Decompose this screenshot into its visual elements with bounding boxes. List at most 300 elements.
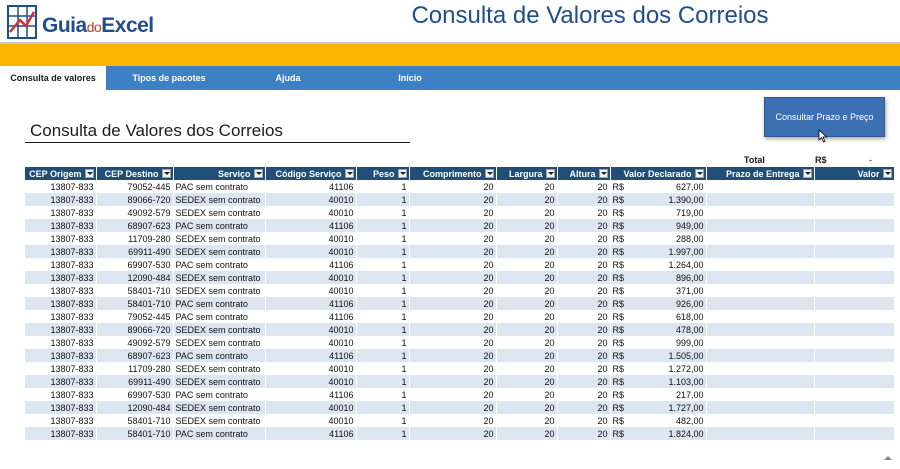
- table-cell-valor[interactable]: [814, 414, 894, 427]
- currency-symbol: R$: [612, 402, 625, 413]
- table-cell-valor-declarado[interactable]: [610, 388, 706, 401]
- table-row: [25, 336, 894, 349]
- table-cell[interactable]: SEDEX sem contrato: [173, 271, 265, 284]
- filter-dropdown-icon[interactable]: [85, 169, 94, 178]
- currency-value: [613, 234, 704, 244]
- currency-value: [613, 273, 704, 283]
- table-cell-valor[interactable]: [814, 258, 894, 271]
- table-cell-prazo[interactable]: [706, 401, 814, 414]
- table-cell-prazo[interactable]: [706, 245, 814, 258]
- table-body: [25, 180, 894, 440]
- subtitle-underline: [25, 142, 410, 143]
- table-cell[interactable]: 1: [356, 219, 409, 232]
- column-header[interactable]: [610, 167, 706, 180]
- table-cell[interactable]: 49092-579: [96, 336, 173, 349]
- table-cell[interactable]: 20: [557, 284, 610, 297]
- table-cell[interactable]: 20: [496, 206, 557, 219]
- table-cell[interactable]: 20: [557, 297, 610, 310]
- table-cell-valor-declarado[interactable]: [610, 219, 706, 232]
- table-cell[interactable]: 79052-445: [96, 310, 173, 323]
- table-cell-valor[interactable]: [814, 284, 894, 297]
- currency-value: [613, 286, 704, 296]
- table-cell[interactable]: 1: [356, 427, 409, 440]
- table-cell[interactable]: 49092-579: [96, 206, 173, 219]
- table-cell[interactable]: PAC sem contrato: [173, 388, 265, 401]
- table-cell[interactable]: 1: [356, 180, 409, 193]
- currency-value: [613, 195, 704, 205]
- table-cell[interactable]: 13807-833: [25, 180, 96, 193]
- table-cell[interactable]: 58401-710: [96, 414, 173, 427]
- table-cell[interactable]: 13807-833: [25, 401, 96, 414]
- table-cell-prazo[interactable]: [706, 414, 814, 427]
- filter-dropdown-icon[interactable]: [485, 169, 494, 178]
- table-cell-prazo[interactable]: [706, 297, 814, 310]
- table-cell-valor[interactable]: [814, 362, 894, 375]
- table-cell-valor-declarado[interactable]: [610, 232, 706, 245]
- table-cell-valor-declarado[interactable]: [610, 323, 706, 336]
- table-cell[interactable]: 1: [356, 388, 409, 401]
- currency-amount: 1.997,00: [668, 246, 704, 257]
- table-cell[interactable]: 1: [356, 349, 409, 362]
- table-cell[interactable]: 1: [356, 401, 409, 414]
- table-cell[interactable]: 20: [557, 414, 610, 427]
- table-cell-prazo[interactable]: [706, 180, 814, 193]
- table-cell-prazo[interactable]: [706, 427, 814, 440]
- table-cell[interactable]: 20: [496, 349, 557, 362]
- table-row: [25, 349, 894, 362]
- filter-dropdown-icon[interactable]: [254, 169, 263, 178]
- table-cell[interactable]: 20: [557, 336, 610, 349]
- table-cell[interactable]: SEDEX sem contrato: [173, 232, 265, 245]
- table-cell[interactable]: 20: [557, 180, 610, 193]
- table-cell[interactable]: PAC sem contrato: [173, 297, 265, 310]
- table-cell[interactable]: 13807-833: [25, 206, 96, 219]
- table-cell[interactable]: PAC sem contrato: [173, 258, 265, 271]
- total-currency: R$: [815, 155, 827, 165]
- table-row: [25, 323, 894, 336]
- table-cell[interactable]: 20: [409, 232, 496, 245]
- table-cell-valor[interactable]: [814, 310, 894, 323]
- filter-dropdown-icon[interactable]: [162, 169, 171, 178]
- table-cell[interactable]: 20: [496, 284, 557, 297]
- table-cell[interactable]: 20: [496, 323, 557, 336]
- table-cell[interactable]: 1: [356, 232, 409, 245]
- table-cell[interactable]: SEDEX sem contrato: [173, 375, 265, 388]
- table-cell[interactable]: 1: [356, 323, 409, 336]
- table-cell[interactable]: 20: [409, 310, 496, 323]
- currency-amount: 896,00: [675, 272, 704, 283]
- table-cell-valor-declarado[interactable]: [610, 193, 706, 206]
- table-cell[interactable]: 13807-833: [25, 336, 96, 349]
- table-cell[interactable]: 13807-833: [25, 362, 96, 375]
- table-cell-valor[interactable]: [814, 232, 894, 245]
- currency-symbol: R$: [612, 233, 625, 244]
- table-cell[interactable]: 13807-833: [25, 414, 96, 427]
- table-cell[interactable]: 79052-445: [96, 180, 173, 193]
- table-cell-prazo[interactable]: [706, 375, 814, 388]
- table-cell-valor-declarado[interactable]: [610, 362, 706, 375]
- table-cell-valor-declarado[interactable]: [610, 427, 706, 440]
- table-cell[interactable]: 20: [557, 206, 610, 219]
- table-cell[interactable]: 13807-833: [25, 310, 96, 323]
- currency-symbol: R$: [612, 181, 625, 192]
- table-cell-valor[interactable]: [814, 180, 894, 193]
- currency-amount: 1.390,00: [668, 194, 704, 205]
- currency-symbol: R$: [612, 298, 625, 309]
- table-cell[interactable]: 20: [409, 362, 496, 375]
- table-cell-prazo[interactable]: [706, 206, 814, 219]
- table-cell[interactable]: 20: [496, 427, 557, 440]
- table-cell[interactable]: 20: [496, 245, 557, 258]
- column-header[interactable]: [814, 167, 894, 180]
- table-cell-valor-declarado[interactable]: [610, 284, 706, 297]
- column-header[interactable]: [356, 167, 409, 180]
- table-cell[interactable]: 20: [409, 375, 496, 388]
- currency-symbol: R$: [612, 220, 625, 231]
- table-cell[interactable]: 20: [557, 375, 610, 388]
- table-cell[interactable]: 20: [557, 310, 610, 323]
- column-header-label: Serviço: [217, 168, 251, 179]
- table-cell-valor[interactable]: [814, 427, 894, 440]
- table-cell[interactable]: 13807-833: [25, 284, 96, 297]
- currency-amount: 719,00: [675, 207, 704, 218]
- table-cell-valor-declarado[interactable]: [610, 258, 706, 271]
- column-header[interactable]: [409, 167, 496, 180]
- table-cell[interactable]: 20: [409, 349, 496, 362]
- table-cell[interactable]: 20: [557, 232, 610, 245]
- table-cell[interactable]: SEDEX sem contrato: [173, 362, 265, 375]
- table-cell[interactable]: 13807-833: [25, 258, 96, 271]
- table-row: [25, 401, 894, 414]
- table-row: [25, 232, 894, 245]
- table-cell[interactable]: 13807-833: [25, 349, 96, 362]
- currency-symbol: R$: [612, 246, 625, 257]
- table-cell[interactable]: 11709-280: [96, 232, 173, 245]
- table-cell[interactable]: 40010: [265, 401, 356, 414]
- column-header[interactable]: [706, 167, 814, 180]
- table-cell[interactable]: 13807-833: [25, 193, 96, 206]
- table-cell[interactable]: 13807-833: [25, 427, 96, 440]
- column-header[interactable]: [265, 167, 356, 180]
- column-header[interactable]: [496, 167, 557, 180]
- table-cell[interactable]: 20: [409, 206, 496, 219]
- table-cell[interactable]: 40010: [265, 284, 356, 297]
- table-cell[interactable]: 20: [409, 427, 496, 440]
- table-cell[interactable]: 20: [496, 336, 557, 349]
- table-cell-prazo[interactable]: [706, 219, 814, 232]
- table-cell[interactable]: SEDEX sem contrato: [173, 414, 265, 427]
- table-cell[interactable]: 40010: [265, 323, 356, 336]
- currency-symbol: R$: [612, 428, 625, 439]
- table-cell[interactable]: 68907-623: [96, 219, 173, 232]
- currency-symbol: R$: [612, 285, 625, 296]
- table-row: [25, 219, 894, 232]
- table-cell[interactable]: 20: [557, 271, 610, 284]
- table-cell-valor-declarado[interactable]: [610, 180, 706, 193]
- currency-amount: 1.272,00: [668, 363, 704, 374]
- table-cell[interactable]: 40010: [265, 193, 356, 206]
- table-cell[interactable]: 20: [496, 310, 557, 323]
- table-cell[interactable]: 68907-623: [96, 349, 173, 362]
- table-cell[interactable]: 11709-280: [96, 362, 173, 375]
- table-cell[interactable]: 40010: [265, 362, 356, 375]
- table-cell-valor-declarado[interactable]: [610, 206, 706, 219]
- tab-inicio[interactable]: Início: [398, 73, 422, 83]
- table-cell[interactable]: 20: [496, 232, 557, 245]
- table-cell-prazo[interactable]: [706, 284, 814, 297]
- table-cell[interactable]: 20: [496, 375, 557, 388]
- column-header-label: Valor: [857, 168, 880, 179]
- consultar-prazo-preco-button[interactable]: Consultar Prazo e Preço: [764, 97, 885, 137]
- table-cell-prazo[interactable]: [706, 388, 814, 401]
- table-cell[interactable]: PAC sem contrato: [173, 310, 265, 323]
- table-cell-prazo[interactable]: [706, 271, 814, 284]
- table-cell[interactable]: 58401-710: [96, 297, 173, 310]
- table-cell[interactable]: 1: [356, 375, 409, 388]
- currency-amount: 288,00: [675, 233, 704, 244]
- table-cell[interactable]: 1: [356, 206, 409, 219]
- table-cell[interactable]: PAC sem contrato: [173, 427, 265, 440]
- table-cell[interactable]: SEDEX sem contrato: [173, 193, 265, 206]
- table-row: [25, 206, 894, 219]
- table-cell[interactable]: 1: [356, 310, 409, 323]
- currency-value: [613, 325, 704, 335]
- table-cell-valor-declarado[interactable]: [610, 336, 706, 349]
- table-cell[interactable]: 1: [356, 414, 409, 427]
- table-cell[interactable]: 20: [557, 219, 610, 232]
- currency-value: [613, 377, 704, 387]
- table-cell-valor[interactable]: [814, 245, 894, 258]
- table-cell-valor[interactable]: [814, 336, 894, 349]
- table-cell[interactable]: 41106: [265, 310, 356, 323]
- table-cell[interactable]: 40010: [265, 336, 356, 349]
- table-cell[interactable]: 20: [409, 258, 496, 271]
- table-cell-prazo[interactable]: [706, 336, 814, 349]
- table-cell[interactable]: 40010: [265, 414, 356, 427]
- table-cell-valor[interactable]: [814, 401, 894, 414]
- table-cell[interactable]: 20: [557, 388, 610, 401]
- table-cell[interactable]: 20: [409, 414, 496, 427]
- table-cell[interactable]: 1: [356, 336, 409, 349]
- filter-dropdown-icon[interactable]: [599, 169, 608, 178]
- table-cell[interactable]: 20: [496, 414, 557, 427]
- table-cell[interactable]: 20: [557, 349, 610, 362]
- table-cell[interactable]: SEDEX sem contrato: [173, 284, 265, 297]
- table-cell-valor-declarado[interactable]: [610, 375, 706, 388]
- table-cell[interactable]: SEDEX sem contrato: [173, 245, 265, 258]
- table-cell[interactable]: PAC sem contrato: [173, 180, 265, 193]
- table-cell[interactable]: 69911-490: [96, 245, 173, 258]
- table-cell[interactable]: 20: [496, 401, 557, 414]
- table-cell[interactable]: 20: [557, 401, 610, 414]
- table-cell[interactable]: 20: [409, 271, 496, 284]
- table-cell-valor-declarado[interactable]: [610, 310, 706, 323]
- table-cell[interactable]: SEDEX sem contrato: [173, 401, 265, 414]
- table-cell-valor-declarado[interactable]: [610, 401, 706, 414]
- table-row: [25, 193, 894, 206]
- table-cell-valor[interactable]: [814, 297, 894, 310]
- filter-dropdown-icon[interactable]: [883, 169, 892, 178]
- table-cell[interactable]: 40010: [265, 271, 356, 284]
- table-cell[interactable]: 1: [356, 284, 409, 297]
- table-header-row: [25, 167, 894, 180]
- table-cell[interactable]: 20: [557, 362, 610, 375]
- logo-text-guia: Guia: [42, 14, 87, 37]
- column-header[interactable]: [173, 167, 265, 180]
- table-cell[interactable]: 20: [496, 271, 557, 284]
- table-row: [25, 297, 894, 310]
- table-cell[interactable]: 20: [557, 258, 610, 271]
- table-cell[interactable]: 1: [356, 362, 409, 375]
- table-cell[interactable]: 20: [496, 258, 557, 271]
- table-cell[interactable]: 20: [496, 219, 557, 232]
- table-row: [25, 284, 894, 297]
- table-row: [25, 271, 894, 284]
- table-cell[interactable]: 1: [356, 271, 409, 284]
- table-cell[interactable]: 41106: [265, 180, 356, 193]
- table-cell[interactable]: PAC sem contrato: [173, 219, 265, 232]
- table-row: [25, 245, 894, 258]
- table-cell-valor[interactable]: [814, 219, 894, 232]
- table-cell-valor-declarado[interactable]: [610, 271, 706, 284]
- table-cell[interactable]: 12090-484: [96, 401, 173, 414]
- table-cell[interactable]: 13807-833: [25, 271, 96, 284]
- table-cell-prazo[interactable]: [706, 323, 814, 336]
- table-cell[interactable]: 40010: [265, 245, 356, 258]
- table-cell-prazo[interactable]: [706, 193, 814, 206]
- table-cell[interactable]: 40010: [265, 375, 356, 388]
- table-cell[interactable]: 13807-833: [25, 245, 96, 258]
- filter-dropdown-icon[interactable]: [803, 169, 812, 178]
- table-cell[interactable]: 69907-530: [96, 258, 173, 271]
- table-cell[interactable]: 20: [496, 297, 557, 310]
- table-cell[interactable]: 89066-720: [96, 193, 173, 206]
- table-cell[interactable]: 58401-710: [96, 427, 173, 440]
- table-cell[interactable]: 20: [496, 180, 557, 193]
- column-header-label: Largura: [508, 168, 543, 179]
- table-cell-valor[interactable]: [814, 206, 894, 219]
- table-cell[interactable]: 20: [496, 193, 557, 206]
- table-cell-prazo[interactable]: [706, 310, 814, 323]
- table-cell[interactable]: 20: [557, 245, 610, 258]
- table-cell-valor-declarado[interactable]: [610, 297, 706, 310]
- table-cell[interactable]: 20: [496, 388, 557, 401]
- column-header[interactable]: [557, 167, 610, 180]
- currency-symbol: R$: [612, 272, 625, 283]
- table-cell[interactable]: 20: [409, 388, 496, 401]
- table-cell[interactable]: 58401-710: [96, 284, 173, 297]
- currency-value: [613, 403, 704, 413]
- table-cell[interactable]: PAC sem contrato: [173, 349, 265, 362]
- filter-dropdown-icon[interactable]: [546, 169, 555, 178]
- table-cell[interactable]: 20: [409, 193, 496, 206]
- table-cell[interactable]: 1: [356, 258, 409, 271]
- table-cell[interactable]: 12090-484: [96, 271, 173, 284]
- table-cell[interactable]: 41106: [265, 349, 356, 362]
- tab-ajuda[interactable]: Ajuda: [275, 73, 301, 83]
- table-cell[interactable]: 20: [409, 180, 496, 193]
- filter-dropdown-icon[interactable]: [695, 169, 704, 178]
- table-cell[interactable]: SEDEX sem contrato: [173, 206, 265, 219]
- table-cell[interactable]: 40010: [265, 206, 356, 219]
- table-cell[interactable]: 13807-833: [25, 232, 96, 245]
- table-cell-valor[interactable]: [814, 271, 894, 284]
- currency-amount: 371,00: [675, 285, 704, 296]
- tab-tipos-de-pacotes[interactable]: Tipos de pacotes: [132, 73, 206, 83]
- table-cell[interactable]: 20: [409, 219, 496, 232]
- table-cell[interactable]: 20: [409, 336, 496, 349]
- scroll-arrow-icon[interactable]: [884, 456, 892, 460]
- table-cell[interactable]: 69907-530: [96, 388, 173, 401]
- table-cell-valor[interactable]: [814, 193, 894, 206]
- table-cell-valor-declarado[interactable]: [610, 245, 706, 258]
- table-cell[interactable]: 41106: [265, 219, 356, 232]
- column-header-label: CEP Destino: [104, 168, 159, 179]
- currency-amount: 926,00: [675, 298, 704, 309]
- table-cell[interactable]: 41106: [265, 258, 356, 271]
- table-cell[interactable]: 41106: [265, 388, 356, 401]
- table-cell-valor[interactable]: [814, 375, 894, 388]
- table-cell[interactable]: 1: [356, 245, 409, 258]
- table-cell[interactable]: 41106: [265, 297, 356, 310]
- table-cell[interactable]: 20: [409, 401, 496, 414]
- table-cell-valor[interactable]: [814, 349, 894, 362]
- total-value: -: [869, 155, 872, 165]
- currency-symbol: R$: [612, 376, 625, 387]
- table-cell[interactable]: 13807-833: [25, 219, 96, 232]
- currency-symbol: R$: [612, 194, 625, 205]
- table-cell[interactable]: 13807-833: [25, 297, 96, 310]
- filter-dropdown-icon[interactable]: [345, 169, 354, 178]
- table-cell[interactable]: 1: [356, 297, 409, 310]
- table-cell-valor[interactable]: [814, 323, 894, 336]
- table-cell[interactable]: 40010: [265, 232, 356, 245]
- table-cell[interactable]: 69911-490: [96, 375, 173, 388]
- table-cell[interactable]: 20: [557, 193, 610, 206]
- table-cell[interactable]: 20: [496, 362, 557, 375]
- table-cell[interactable]: 1: [356, 193, 409, 206]
- table-cell[interactable]: SEDEX sem contrato: [173, 323, 265, 336]
- table-cell[interactable]: 20: [557, 323, 610, 336]
- table-cell[interactable]: SEDEX sem contrato: [173, 336, 265, 349]
- table-cell[interactable]: 20: [409, 323, 496, 336]
- table-cell[interactable]: 20: [409, 284, 496, 297]
- table-cell[interactable]: 20: [409, 297, 496, 310]
- table-cell-valor-declarado[interactable]: [610, 349, 706, 362]
- column-header[interactable]: [96, 167, 173, 180]
- currency-symbol: R$: [612, 415, 625, 426]
- table-cell[interactable]: 13807-833: [25, 375, 96, 388]
- table-cell-prazo[interactable]: [706, 232, 814, 245]
- table-cell[interactable]: 13807-833: [25, 323, 96, 336]
- table-cell-prazo[interactable]: [706, 362, 814, 375]
- column-header[interactable]: [25, 167, 96, 180]
- table-cell-prazo[interactable]: [706, 258, 814, 271]
- table-cell[interactable]: 20: [557, 427, 610, 440]
- table-cell-valor[interactable]: [814, 388, 894, 401]
- total-label: Total: [744, 155, 765, 165]
- currency-value: [613, 429, 704, 439]
- table-cell[interactable]: 13807-833: [25, 388, 96, 401]
- table-cell[interactable]: 89066-720: [96, 323, 173, 336]
- currency-symbol: R$: [612, 337, 625, 348]
- table-cell-prazo[interactable]: [706, 349, 814, 362]
- table-cell-valor-declarado[interactable]: [610, 414, 706, 427]
- table-cell[interactable]: 20: [409, 245, 496, 258]
- filter-dropdown-icon[interactable]: [398, 169, 407, 178]
- table-cell[interactable]: 41106: [265, 427, 356, 440]
- tab-consulta-de-valores[interactable]: Consulta de valores: [0, 66, 106, 90]
